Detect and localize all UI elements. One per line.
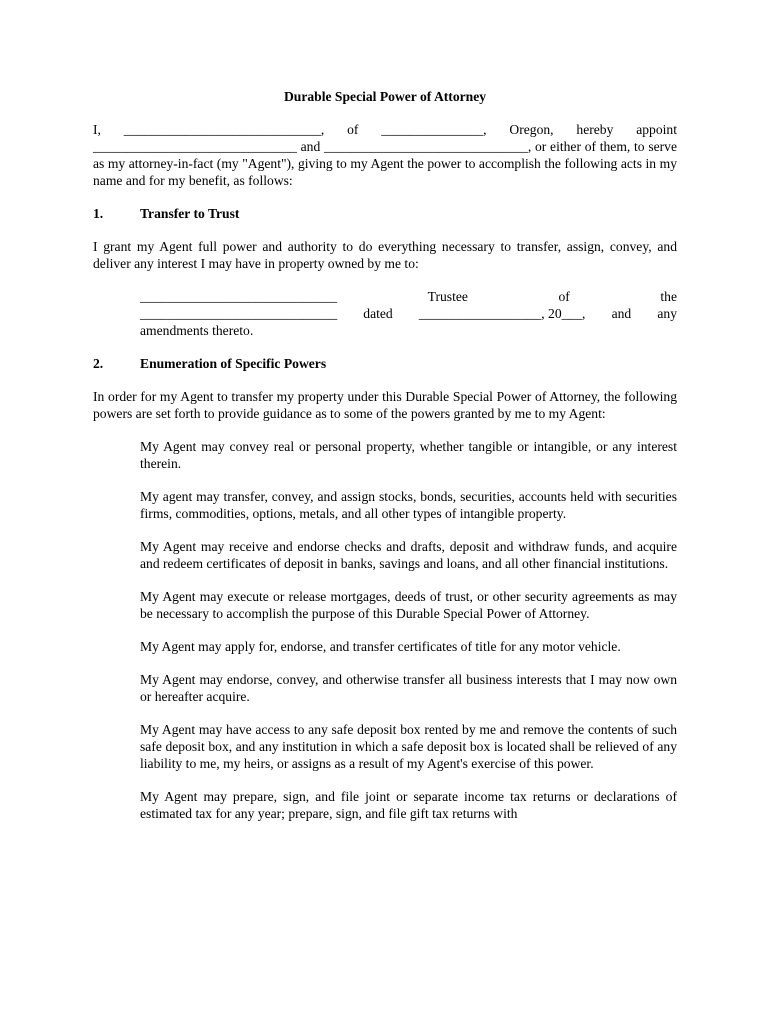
document-page — [93, 88, 677, 838]
trust-line-1 — [140, 288, 677, 305]
power-paragraph: My Agent may receive and endorse checks and drafts, deposit and withdraw funds, and acquire and redeem certificates of deposit in banks, savings and loans, and all other financial institutions. — [140, 539, 677, 571]
section-1-body: I grant my Agent full power and authority to do everything necessary to transfer, assign, convey, and deliver any interest I may have in property owned by me to: — [93, 239, 677, 271]
section-2-heading — [93, 355, 677, 372]
and-word: and — [611, 306, 632, 321]
section-1-number: 1. — [93, 206, 104, 221]
any-word: any — [657, 306, 677, 321]
power-paragraph: My Agent may endorse, convey, and otherwise transfer all business interests that I may now own or hereafter acquire. — [140, 672, 677, 704]
the-word: the — [660, 289, 677, 304]
trust-designation — [140, 288, 677, 339]
of-word: of — [558, 289, 570, 304]
section-1-title: Transfer to Trust — [140, 206, 240, 221]
power-paragraph: My Agent may prepare, sign, and file joint or separate income tax returns or declarations of estimated tax for any year; prepare, sign, and file gift tax returns with — [140, 789, 677, 821]
intro-paragraph: I, _____________________________, of _______________, Oregon, hereby appoint ______________________________ and ______________________________, or either of them, to serve as my attorney-in-fact (my "Agent"), giving to my Agent the power to accomplish the following acts in my name and for my benefit, as follows: — [93, 122, 677, 188]
section-2-number: 2. — [93, 356, 104, 371]
power-paragraph: My Agent may have access to any safe deposit box rented by me and remove the contents of such safe deposit box, and any institution in which a safe deposit box is located shall be relieved of any liability to me, my heirs, or assigns as a result of my Agent's exercise of this power. — [140, 722, 677, 771]
trust-line-3: amendments thereto. — [140, 323, 254, 338]
power-paragraph: My Agent may execute or release mortgages, deeds of trust, or other security agreements as may be necessary to accomplish the purpose of this Durable Special Power of Attorney. — [140, 589, 677, 621]
section-2-title: Enumeration of Specific Powers — [140, 356, 327, 371]
trust-name-blank: _____________________________ — [140, 306, 338, 321]
section-2-body: In order for my Agent to transfer my property under this Durable Special Power of Attorney, the following powers are set forth to provide guidance as to some of the powers granted by me to my Agent: — [93, 389, 677, 421]
trustee-word: Trustee — [427, 289, 468, 304]
trustee-name-blank: _____________________________ — [140, 289, 338, 304]
dated-word: dated — [363, 306, 393, 321]
power-paragraph: My Agent may apply for, endorse, and transfer certificates of title for any motor vehicle. — [140, 639, 621, 654]
trust-line-2 — [140, 305, 677, 322]
document-title: Durable Special Power of Attorney — [283, 89, 487, 104]
section-1-heading — [93, 205, 677, 222]
power-paragraph: My agent may transfer, convey, and assign stocks, bonds, securities, accounts held with securities firms, commodities, options, metals, and all other types of intangible property. — [140, 489, 677, 521]
power-paragraph: My Agent may convey real or personal property, whether tangible or intangible, or any interest therein. — [140, 439, 677, 471]
trust-date-blank: __________________, 20___, — [418, 306, 586, 321]
